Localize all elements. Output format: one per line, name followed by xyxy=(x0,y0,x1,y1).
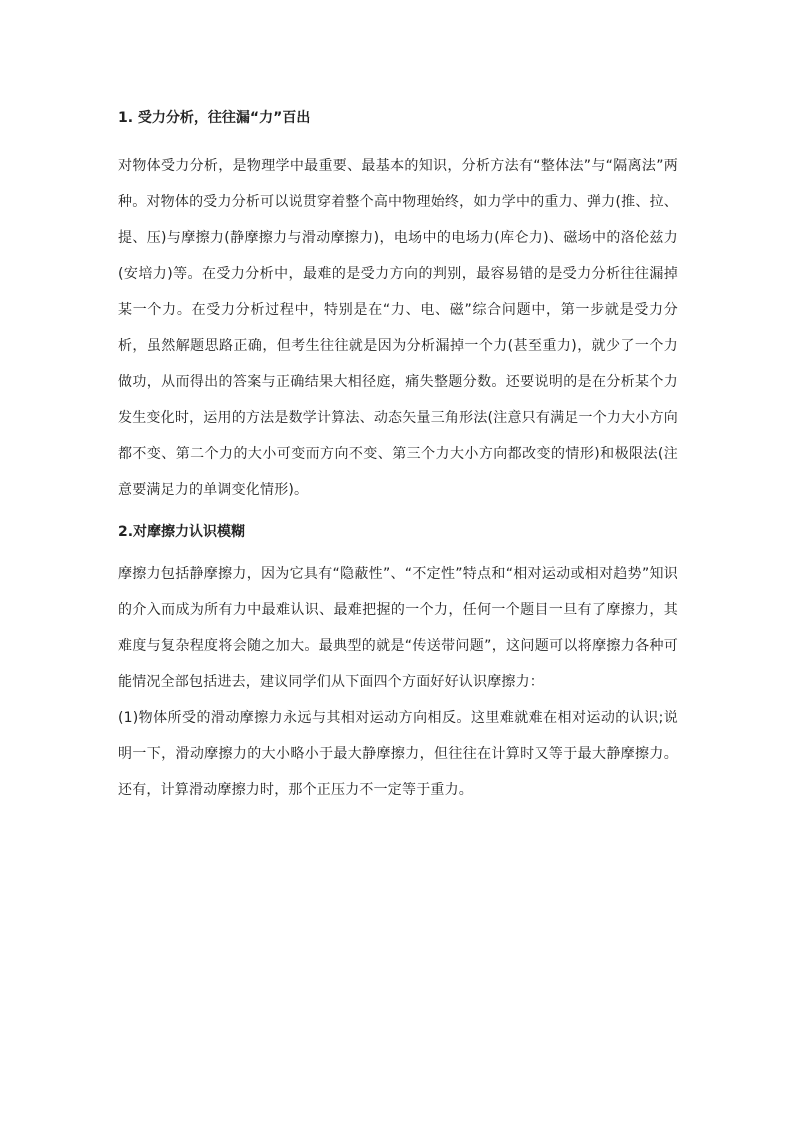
section-1-heading: 1. 受力分析，往往漏“力”百出 xyxy=(118,110,311,126)
section-2-heading: 2.对摩擦力认识模糊 xyxy=(118,524,246,540)
section-1-paragraph: 对物体受力分析，是物理学中最重要、最基本的知识，分析方法有“整体法”与“隔离法”两种。对物体的受力分析可以说贯穿着整个高中物理始终，如力学中的重力、弹力(推、拉、提、压)与摩擦力(静摩擦力与滑动摩擦力)，电场中的电场力(库仑力)、磁场中的洛伦兹力(安培力)等。在受力分析中，最难的是受力方向的判别，最容易错的是受力分析往往漏掉某一个力。在受力分析过程中，特别是在“力、电、磁”综合问题中，第一步就是受力分析，虽然解题思路正确，但考生往往就是因为分析漏掉一个力(甚至重力)，就少了一个力做功，从而得出的答案与正确结果大相径庭，痛失整题分数。还要说明的是在分析某个力发生变化时，运用的方法是数学计算法、动态矢量三角形法(注意只有满足一个力大小方向都不变、第二个力的大小可变而方向不变、第三个力大小方向都改变的情形)和极限法(注意要满足力的单调变化情形)。 xyxy=(118,158,678,498)
section-2-paragraph-2: (1)物体所受的滑动摩擦力永远与其相对运动方向相反。这里难就难在相对运动的认识;说明一下，滑动摩擦力的大小略小于最大静摩擦力，但往往在计算时又等于最大静摩擦力。还有，计算滑动摩擦力时，那个正压力不一定等于重力。 xyxy=(118,710,678,798)
document-page xyxy=(118,106,678,808)
section-2-paragraph-1: 摩擦力包括静摩擦力，因为它具有“隐蔽性”、“不定性”特点和“相对运动或相对趋势”知识的介入而成为所有力中最难认识、最难把握的一个力，任何一个题目一旦有了摩擦力，其难度与复杂程度将会随之加大。最典型的就是“传送带问题”，这问题可以将摩擦力各种可能情况全部包括进去，建议同学们从下面四个方面好好认识摩擦力： xyxy=(118,566,678,690)
